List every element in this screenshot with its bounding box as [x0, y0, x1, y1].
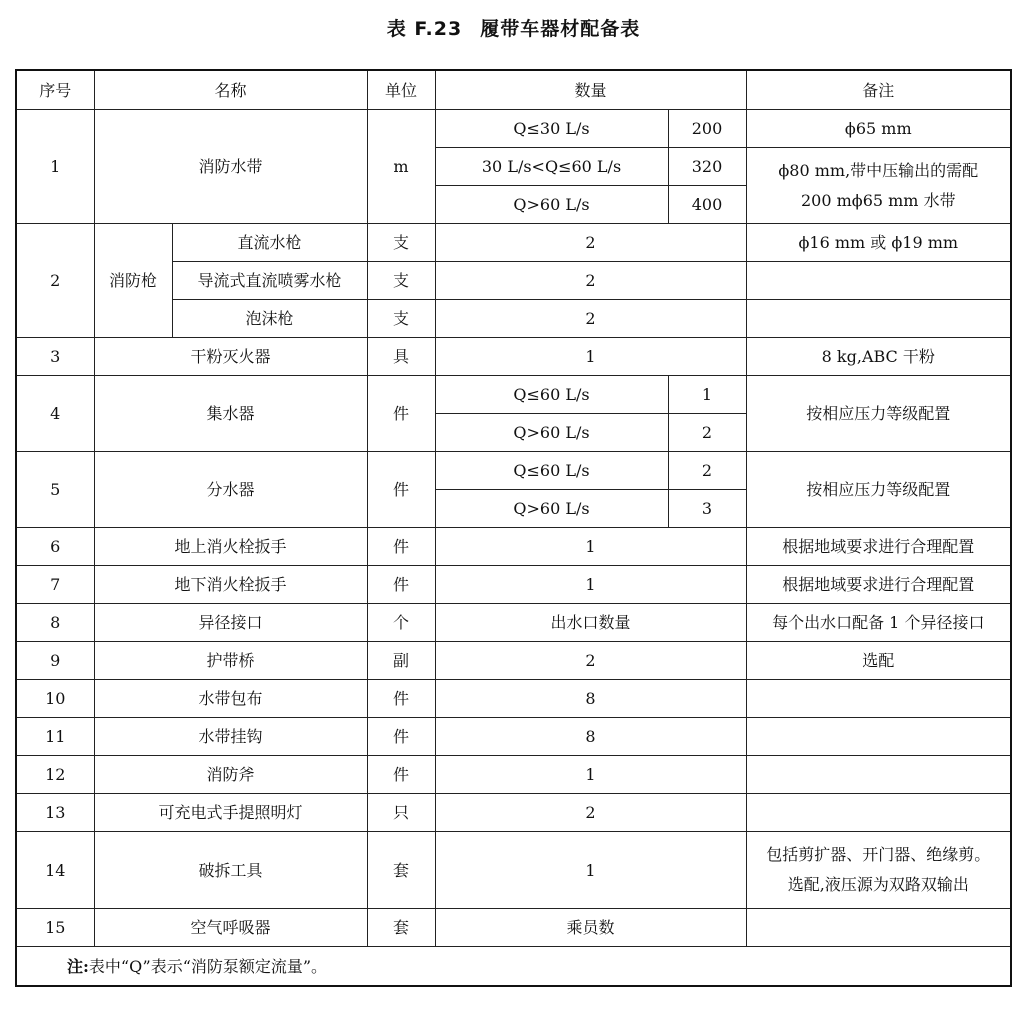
cell-remark [746, 909, 1011, 947]
cell-qty: 2 [435, 300, 746, 338]
note-label: 注: [67, 956, 89, 976]
table-row [16, 794, 1011, 832]
cell-name: 导流式直流喷雾水枪 [172, 262, 367, 300]
cell-name: 干粉灭火器 [94, 338, 367, 376]
cell-name: 护带桥 [94, 642, 367, 680]
remark-line: ϕ80 mm,带中压输出的需配 [778, 160, 979, 180]
cell-no: 12 [16, 756, 94, 794]
cell-remark: 根据地域要求进行合理配置 [746, 566, 1011, 604]
table-row [16, 832, 1011, 909]
header-row [16, 70, 1011, 110]
cell-unit: 副 [367, 642, 435, 680]
cell-unit: 套 [367, 909, 435, 947]
cell-name: 空气呼吸器 [94, 909, 367, 947]
cell-remark [746, 794, 1011, 832]
cell-name: 破拆工具 [94, 832, 367, 909]
cell-unit: 件 [367, 452, 435, 528]
cell-name: 水带挂钩 [94, 718, 367, 756]
cell-name: 分水器 [94, 452, 367, 528]
cell-remark: 8 kg,ABC 干粉 [746, 338, 1011, 376]
cell-remark [746, 756, 1011, 794]
cell-no: 14 [16, 832, 94, 909]
cell-unit: 只 [367, 794, 435, 832]
cell-qty: 2 [435, 642, 746, 680]
cell-unit: 套 [367, 832, 435, 909]
header-no: 序号 [16, 70, 94, 110]
cell-qty: 400 [668, 186, 746, 224]
remark-line: 选配,液压源为双路双输出 [787, 875, 969, 894]
cell-remark [746, 148, 1011, 224]
cell-no: 1 [16, 110, 94, 224]
note-text: 表中“Q”表示“消防泵额定流量”。 [88, 956, 328, 976]
note-row [16, 947, 1011, 987]
cell-remark: ϕ16 mm 或 ϕ19 mm [746, 224, 1011, 262]
cell-name: 消防斧 [94, 756, 367, 794]
table-row [16, 338, 1011, 376]
cell-no: 10 [16, 680, 94, 718]
cell-name: 可充电式手提照明灯 [94, 794, 367, 832]
cell-qty: 2 [668, 414, 746, 452]
table-row [16, 642, 1011, 680]
cell-name: 地上消火栓扳手 [94, 528, 367, 566]
cell-condition: Q>60 L/s [435, 414, 668, 452]
cell-remark: 根据地域要求进行合理配置 [746, 528, 1011, 566]
header-unit: 单位 [367, 70, 435, 110]
cell-no: 15 [16, 909, 94, 947]
table-row [16, 224, 1011, 262]
table-row [16, 110, 1011, 148]
cell-qty: 8 [435, 680, 746, 718]
cell-name: 直流水枪 [172, 224, 367, 262]
cell-unit: 具 [367, 338, 435, 376]
cell-qty: 1 [435, 528, 746, 566]
cell-name: 地下消火栓扳手 [94, 566, 367, 604]
cell-qty: 320 [668, 148, 746, 186]
remark-line: 包括剪扩器、开门器、绝缘剪。 [766, 845, 991, 864]
cell-qty: 2 [668, 452, 746, 490]
table-row [16, 604, 1011, 642]
cell-condition: Q>60 L/s [435, 186, 668, 224]
cell-qty: 1 [435, 832, 746, 909]
header-remark: 备注 [746, 70, 1011, 110]
table-row [16, 566, 1011, 604]
cell-remark: 按相应压力等级配置 [746, 376, 1011, 452]
cell-qty: 8 [435, 718, 746, 756]
cell-unit: 件 [367, 376, 435, 452]
cell-name: 消防水带 [94, 110, 367, 224]
cell-group: 消防枪 [94, 224, 172, 338]
cell-unit: 件 [367, 680, 435, 718]
cell-remark [746, 832, 1011, 909]
table-row [16, 756, 1011, 794]
cell-remark: ϕ65 mm [746, 110, 1011, 148]
cell-name: 水带包布 [94, 680, 367, 718]
cell-qty: 3 [668, 490, 746, 528]
header-name: 名称 [94, 70, 367, 110]
cell-remark [746, 718, 1011, 756]
cell-qty: 1 [435, 756, 746, 794]
cell-name: 异径接口 [94, 604, 367, 642]
table-row [16, 680, 1011, 718]
cell-qty: 2 [435, 794, 746, 832]
cell-remark [746, 262, 1011, 300]
cell-qty: 乘员数 [435, 909, 746, 947]
cell-unit: 件 [367, 718, 435, 756]
cell-qty: 1 [435, 566, 746, 604]
cell-condition: Q≤30 L/s [435, 110, 668, 148]
cell-condition: Q>60 L/s [435, 490, 668, 528]
cell-no: 5 [16, 452, 94, 528]
cell-unit: 件 [367, 528, 435, 566]
cell-unit: 个 [367, 604, 435, 642]
cell-unit: 支 [367, 262, 435, 300]
table-row [16, 528, 1011, 566]
table-row [16, 718, 1011, 756]
table-row [16, 452, 1011, 490]
cell-qty: 200 [668, 110, 746, 148]
cell-no: 3 [16, 338, 94, 376]
table-title [0, 14, 1027, 41]
cell-condition: Q≤60 L/s [435, 376, 668, 414]
cell-condition: Q≤60 L/s [435, 452, 668, 490]
cell-condition: 30 L/s<Q≤60 L/s [435, 148, 668, 186]
table-note [16, 947, 1011, 987]
table-caption: 履带车器材配备表 [480, 18, 641, 40]
cell-unit: 件 [367, 756, 435, 794]
cell-unit: 支 [367, 224, 435, 262]
cell-qty: 2 [435, 262, 746, 300]
table-number: 表 F.23 [386, 18, 463, 40]
remark-line: 200 mϕ65 mm 水带 [800, 190, 956, 210]
cell-name: 集水器 [94, 376, 367, 452]
cell-remark: 按相应压力等级配置 [746, 452, 1011, 528]
cell-no: 4 [16, 376, 94, 452]
cell-no: 7 [16, 566, 94, 604]
cell-remark: 选配 [746, 642, 1011, 680]
table-row [16, 376, 1011, 414]
cell-unit: 件 [367, 566, 435, 604]
table-row [16, 909, 1011, 947]
cell-qty: 1 [435, 338, 746, 376]
cell-remark [746, 300, 1011, 338]
cell-no: 11 [16, 718, 94, 756]
cell-remark [746, 680, 1011, 718]
cell-name: 泡沫枪 [172, 300, 367, 338]
cell-no: 9 [16, 642, 94, 680]
cell-qty: 1 [668, 376, 746, 414]
cell-unit: 支 [367, 300, 435, 338]
cell-unit: m [367, 110, 435, 224]
header-qty: 数量 [435, 70, 746, 110]
cell-no: 13 [16, 794, 94, 832]
cell-no: 2 [16, 224, 94, 338]
equipment-table [15, 69, 1012, 987]
cell-no: 6 [16, 528, 94, 566]
cell-qty: 2 [435, 224, 746, 262]
cell-remark: 每个出水口配备 1 个异径接口 [746, 604, 1011, 642]
cell-qty: 出水口数量 [435, 604, 746, 642]
cell-no: 8 [16, 604, 94, 642]
